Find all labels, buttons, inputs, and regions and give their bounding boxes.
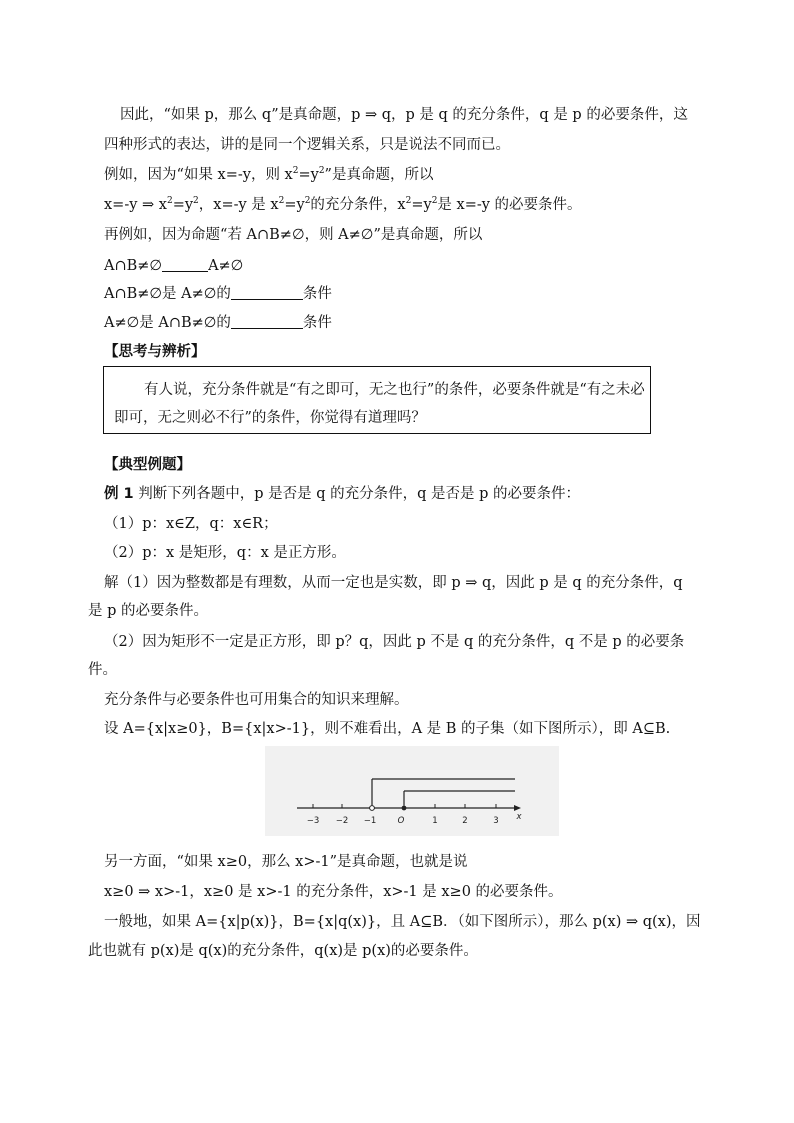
axis-arrow: [514, 805, 521, 811]
number-line-figure: [265, 746, 559, 836]
tick-label: −1: [363, 816, 377, 826]
closing-line3: 一般地，如果 A={x|p(x)}，B={x|q(x)}，且 A⊆B．（如下图所示），那么 p(x) ⇒ q(x)，因: [104, 914, 701, 930]
example-1: [104, 484, 580, 504]
solution-2-line1: （2）因为矩形不一定是正方形，即 p？q，因此 p 不是 q 的充分条件，q 不是 p 的必要条: [104, 634, 685, 650]
superscript-2: 2: [431, 196, 438, 206]
example-xy-line2: [104, 195, 582, 215]
tick-label: 3: [493, 816, 499, 826]
axis-label: x: [516, 812, 522, 822]
para1-line2: 四种形式的表达，讲的是同一个逻辑关系，只是说法不同而已。: [104, 137, 510, 153]
think-line2: 即可，无之则必不行”的条件，你觉得有道理吗？: [114, 410, 426, 426]
example-item-1: （1）p：x∈Z，q：x∈R；: [104, 516, 278, 532]
blank-1[interactable]: [162, 257, 208, 272]
para1-line1: 因此，“如果 p，那么 q”是真命题，p ⇒ q，p 是 q 的充分条件，q 是 p 的必要条件，这: [120, 107, 688, 123]
fill-line-3: [104, 313, 332, 333]
example-label: 例 1: [104, 486, 134, 502]
example-set-intro: 再例如，因为命题“若 A∩B≠∅，则 A≠∅”是真命题，所以: [104, 227, 483, 243]
example-text: 判断下列各题中，p 是否是 q 的充分条件，q 是否是 p 的必要条件：: [133, 486, 581, 502]
fill2-a: A∩B≠∅是 A≠∅的: [104, 286, 231, 302]
example-xy-line2-d: =y: [284, 197, 305, 213]
example-xy-line2-f: =y: [411, 197, 432, 213]
fill-line-1: [104, 256, 243, 276]
origin-label: O: [397, 816, 405, 826]
think-heading: 【思考与辨析】: [104, 344, 206, 360]
superscript-2: 2: [405, 196, 412, 206]
superscript-2: 2: [292, 166, 299, 176]
example-xy-line1-b: =y: [298, 167, 319, 183]
open-point-minus-1: [370, 806, 375, 811]
fill1-a: A∩B≠∅: [104, 258, 163, 274]
think-line1: 有人说，充分条件就是“有之即可，无之也行”的条件，必要条件就是“有之未必: [144, 382, 645, 398]
example-xy-line1: [104, 165, 433, 185]
think-box: [103, 366, 651, 434]
example-xy-line2-b: =y: [172, 197, 194, 213]
tick-label: 1: [432, 816, 438, 826]
example-item-2: （2）p：x 是矩形，q：x 是正方形。: [104, 545, 346, 561]
fill3-b: 条件: [302, 315, 332, 331]
closing-line1: 另一方面，“如果 x≥0，那么 x>-1”是真命题，也就是说: [104, 854, 468, 870]
number-line: [265, 746, 559, 836]
fill3-a: A≠∅是 A∩B≠∅的: [104, 315, 231, 331]
example-xy-line1-c: ”是真命题，所以: [324, 167, 434, 183]
closed-point-0: [402, 806, 407, 811]
example-xy-line2-c: ，x=-y 是 x: [198, 197, 279, 213]
example-xy-line2-g: 是 x=-y 的必要条件。: [437, 197, 582, 213]
superscript-2: 2: [318, 166, 325, 176]
superscript-2: 2: [193, 196, 199, 206]
blank-2[interactable]: [231, 285, 303, 300]
closing-line2: x≥0 ⇒ x>-1，x≥0 是 x>-1 的充分条件，x>-1 是 x≥0 的必要条件。: [104, 884, 563, 900]
tick-label: 2: [462, 816, 468, 826]
tick-label: −3: [306, 816, 320, 826]
fill2-b: 条件: [302, 286, 332, 302]
tick-label: −2: [335, 816, 349, 826]
sets-line2: 设 A={x|x≥0}，B={x|x>-1}，则不难看出，A 是 B 的子集（如下图所示），即 A⊆B.: [104, 721, 671, 737]
typical-heading: 【典型例题】: [104, 457, 191, 473]
blank-3[interactable]: [231, 314, 303, 329]
fill-line-2: [104, 284, 332, 304]
solution-1-line2: 是 p 的必要条件。: [88, 603, 208, 619]
closing-line4: 此也就有 p(x)是 q(x)的充分条件，q(x)是 p(x)的必要条件。: [88, 943, 478, 959]
example-xy-line1-a: 例如，因为“如果 x=-y，则 x: [104, 167, 293, 183]
sets-line1: 充分条件与必要条件也可用集合的知识来理解。: [104, 692, 409, 708]
solution-2-line2: 件。: [88, 662, 117, 678]
example-xy-line2-a: x=-y ⇒ x: [104, 197, 167, 213]
example-xy-line2-e: 的充分条件，x: [310, 197, 406, 213]
solution-1-line1: 解（1）因为整数都是有理数，从而一定也是实数，即 p ⇒ q，因此 p 是 q 的充分条件，q: [104, 575, 683, 591]
superscript-2: 2: [304, 196, 311, 206]
superscript-2: 2: [166, 196, 173, 206]
fill1-b: A≠∅: [208, 258, 244, 274]
superscript-2: 2: [278, 196, 285, 206]
